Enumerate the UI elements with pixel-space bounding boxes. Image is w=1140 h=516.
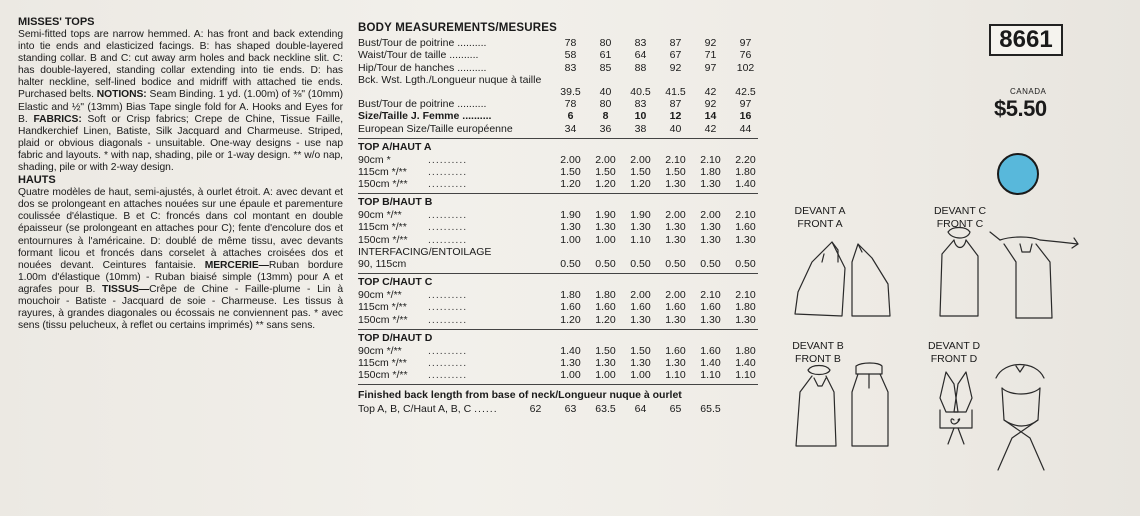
- cell: 39.5: [560, 85, 581, 98]
- tissus-text: Crêpe de Chine - Faille-plume - Lin à mouchoir - Batiste - Jacquard de soie - Charmeuse. Les tissus à rayures, à grandes diagonales ou écossais ne conviennent pas. * avec sens (tissu pelucheux, à reflet ou certains imprimés) ** sans sens.: [18, 283, 344, 332]
- top-c-header: TOP C/HAUT C: [358, 276, 433, 288]
- cell: 87: [669, 98, 682, 111]
- cell: 92: [669, 61, 682, 74]
- divider: [358, 329, 758, 330]
- cell: 1.80: [735, 165, 756, 178]
- measure-row: [358, 49, 763, 61]
- cell: 1.30: [630, 356, 651, 369]
- cell: 2.10: [735, 289, 756, 302]
- cell: 76: [739, 49, 752, 62]
- cell: 1.00: [630, 369, 651, 382]
- yardage-row: 150cm */** .......... 1.00 1.00 1.10 1.30 1.30 1.30: [358, 233, 763, 245]
- cell: 12: [669, 110, 682, 123]
- cell: 0.50: [665, 258, 686, 270]
- cell: 61: [599, 49, 612, 62]
- cell: 67: [669, 49, 682, 62]
- cell: 1.10: [665, 369, 686, 382]
- cell: 1.50: [595, 344, 616, 357]
- cell: 2.10: [735, 209, 756, 222]
- cell: 1.10: [700, 369, 721, 382]
- cell: 1.50: [630, 165, 651, 178]
- cell: 65: [669, 403, 682, 416]
- cell: 1.30: [630, 221, 651, 234]
- finished-row: Top A, B, C/Haut A, B, C ...... 62 63 63.5 64 65 65.5: [358, 401, 763, 415]
- cell: 63: [564, 403, 577, 416]
- caption-front-d: DEVANT D FRONT D: [927, 340, 981, 365]
- notions-text: Seam Binding. 1 yd. (1.00m) of ⅜" (10mm) Elastic and ½" (13mm) Bias Tape single fold for A. Hooks and Eyes for B.: [18, 89, 343, 125]
- cell: 65.5: [700, 403, 721, 416]
- top-d-illustration: [940, 365, 1044, 471]
- finished-length-note: Finished back length from base of neck/Longueur nuque à ourlet: [358, 389, 682, 402]
- yardage-row: 115cm */** .......... 1.60 1.60 1.60 1.60 1.60 1.80: [358, 301, 763, 313]
- yardage-row: 90cm * .......... 2.00 2.00 2.00 2.10 2.10 2.20: [358, 154, 763, 166]
- cell: 92: [704, 98, 717, 111]
- cell: 1.30: [665, 233, 686, 246]
- cell: 1.30: [665, 313, 686, 326]
- cell: 1.20: [560, 313, 581, 326]
- cell: 1.30: [735, 233, 756, 246]
- cell: 1.50: [665, 165, 686, 178]
- cell: 1.50: [595, 165, 616, 178]
- divider: [358, 193, 758, 194]
- cell: 1.60: [630, 301, 651, 314]
- cell: 92: [704, 37, 717, 50]
- country-label: CANADA: [1010, 87, 1047, 96]
- measure-values: [553, 62, 763, 74]
- top-d-header: TOP D/HAUT D: [358, 331, 433, 344]
- cell: 0.50: [700, 258, 721, 270]
- cell: 80: [599, 98, 612, 111]
- cell: 1.80: [735, 301, 756, 314]
- cell: 2.00: [630, 153, 651, 166]
- fabrics-text: Soft or Crisp fabrics; Crepe de Chine, Tissue Faille, Handkerchief Linen, Batiste, Silk Jacquard and Charmeuse. Striped, plaid or obvious diagonals - unsuitable. One-way designs - use nap fabric and layouts. * with nap, shading, pile or 1-way design. ** w/o nap, shading, pile or with 2-way design.: [18, 113, 344, 174]
- yardage-row: 115cm */** .......... 1.50 1.50 1.50 1.50 1.80 1.80: [358, 166, 763, 178]
- cell: 40: [669, 122, 682, 135]
- cell: 64: [634, 49, 647, 62]
- measure-values: [553, 123, 763, 135]
- cell: 2.00: [595, 153, 616, 166]
- yardage-row: 90, 115cm 0.50 0.50 0.50 0.50 0.50 0.50: [358, 258, 763, 270]
- cell: 1.60: [665, 301, 686, 314]
- cell: 1.30: [700, 313, 721, 326]
- body-en: Semi-fitted tops are narrow hemmed. A: has front and back extending into tie ends and elasticized facings. B: has shaped double-layered standing collar. B and C: cut away arm holes and back neckline slit. C: has double-layered, standing collar extending into tie ends. D: has halter neckline, self-lined bodice and midriff with attached tie ends. Purchased belts.: [18, 29, 343, 101]
- cell: 34: [564, 122, 577, 135]
- cell: 1.30: [595, 356, 616, 369]
- cell: 6: [567, 110, 574, 123]
- cell: 16: [739, 110, 752, 123]
- divider: [358, 273, 758, 274]
- cell: 44: [739, 122, 752, 135]
- cell: 38: [634, 122, 647, 135]
- interfacing-header: INTERFACING/ENTOILAGE: [358, 245, 492, 258]
- cell: 2.20: [735, 153, 756, 166]
- cell: 0.50: [560, 258, 581, 270]
- measure-row: [358, 122, 763, 134]
- cell: 1.20: [595, 178, 616, 191]
- cell: 1.80: [560, 289, 581, 302]
- cell: 1.60: [665, 344, 686, 357]
- cell: 1.40: [735, 178, 756, 191]
- pattern-number: 8661: [989, 24, 1063, 56]
- cell: 58: [564, 49, 577, 62]
- caption-front-a: DEVANT A FRONT A: [794, 205, 846, 230]
- top-b-illustration: [796, 363, 888, 446]
- measure-values: [553, 37, 763, 49]
- cell: 97: [739, 37, 752, 50]
- cell: 1.80: [735, 344, 756, 357]
- cell: 1.80: [700, 165, 721, 178]
- cell: 8: [602, 110, 609, 123]
- cell: 1.60: [595, 301, 616, 314]
- measure-values: [553, 86, 763, 98]
- cell: 42.5: [735, 85, 756, 98]
- yardage-row: 115cm */** .......... 1.30 1.30 1.30 1.30 1.30 1.60: [358, 221, 763, 233]
- description-en: [18, 29, 343, 174]
- cell: 1.60: [700, 301, 721, 314]
- cell: 2.00: [630, 289, 651, 302]
- measure-row: [358, 86, 763, 98]
- yardage-row: 150cm */** .......... 1.20 1.20 1.30 1.30 1.30 1.30: [358, 313, 763, 325]
- cell: 1.30: [700, 221, 721, 234]
- measure-values: [553, 98, 763, 110]
- yardage-row: 150cm */** .......... 1.20 1.20 1.20 1.30 1.30 1.40: [358, 178, 763, 190]
- measure-row: [358, 61, 763, 73]
- cell: 0.50: [630, 258, 651, 270]
- yardage-row: 115cm */** .......... 1.30 1.30 1.30 1.30 1.40 1.40: [358, 357, 763, 369]
- top-b-header: TOP B/HAUT B: [358, 196, 433, 209]
- cell: 1.90: [630, 209, 651, 222]
- description-column: [18, 16, 343, 332]
- cell: 97: [739, 98, 752, 111]
- cell: 1.60: [700, 344, 721, 357]
- yardage-row: 150cm */** .......... 1.00 1.00 1.00 1.10 1.10 1.10: [358, 369, 763, 381]
- cell: 1.10: [735, 369, 756, 382]
- cell: 1.90: [595, 209, 616, 222]
- cell: 1.30: [560, 356, 581, 369]
- measure-row: [358, 37, 763, 49]
- cell: 2.00: [665, 209, 686, 222]
- measurement-column: [358, 22, 763, 415]
- body-fr: Quatre modèles de haut, semi-ajustés, à ourlet étroit. A: avec devant et dos se prolongeant en attaches nouées sur une épaule et parementure coulissée d'élastique. B et C: froncés dans col montant en double épaisseur (se prolongeant en attaches pour C); fente d'encolure dos et entournures à l'américaine. D: doublé de même tissu, avec devants formant licou et froncés dans corselet à attaches croisées dos et nouées devant. Ceintures fantaisie.: [18, 187, 343, 271]
- cell: 88: [634, 61, 647, 74]
- top-c-illustration: [940, 228, 1078, 319]
- cell: 102: [736, 61, 755, 74]
- measure-label: European Size/Taille européenne: [358, 122, 513, 135]
- cell: 14: [704, 110, 717, 123]
- divider: [358, 138, 758, 139]
- cell: 42: [704, 85, 717, 98]
- cell: 40: [599, 85, 612, 98]
- size-row: [358, 110, 763, 122]
- cell: 1.20: [560, 178, 581, 191]
- cell: 0.50: [595, 258, 616, 270]
- measure-values: [553, 110, 763, 122]
- measurements-title: BODY MEASUREMENTS/MESURES: [358, 22, 558, 34]
- cell: 1.10: [630, 233, 651, 246]
- top-a-illustration: [795, 242, 890, 316]
- cell: 83: [634, 37, 647, 50]
- cell: 1.40: [560, 344, 581, 357]
- cell: 1.00: [560, 369, 581, 382]
- measure-label: Bust/Tour de poitrine ..........: [358, 98, 487, 111]
- title-fr: HAUTS: [18, 174, 56, 187]
- cell: 1.50: [630, 344, 651, 357]
- cell: 1.30: [630, 313, 651, 326]
- cell: 71: [704, 49, 717, 62]
- cell: 1.00: [560, 233, 581, 246]
- cell: 1.30: [735, 313, 756, 326]
- description-fr: [18, 187, 343, 332]
- measure-label: Waist/Tour de taille ..........: [358, 49, 479, 62]
- cell: 85: [599, 61, 612, 74]
- cell: 36: [599, 122, 612, 135]
- measure-label: Size/Taille J. Femme ..........: [358, 110, 492, 123]
- cell: 1.80: [595, 289, 616, 302]
- cell: 10: [634, 110, 647, 123]
- caption-front-b: DEVANT B FRONT B: [792, 340, 844, 365]
- cell: 97: [704, 61, 717, 74]
- cell: 1.60: [735, 221, 756, 234]
- cell: 2.00: [700, 209, 721, 222]
- cell: 1.30: [700, 233, 721, 246]
- cell: 80: [599, 37, 612, 50]
- cell: 1.30: [700, 178, 721, 191]
- caption-front-c: DEVANT C FRONT C: [933, 205, 987, 230]
- measure-values: [553, 49, 763, 61]
- cell: 1.00: [595, 369, 616, 382]
- cell: 1.30: [595, 221, 616, 234]
- cell: 1.30: [665, 221, 686, 234]
- divider: [358, 384, 758, 385]
- top-a-header: TOP A/HAUT A: [358, 140, 432, 153]
- cell: 2.10: [700, 289, 721, 302]
- yardage-row: 90cm */** .......... 1.90 1.90 1.90 2.00 2.00 2.10: [358, 209, 763, 221]
- cell: 1.20: [595, 313, 616, 326]
- cell: 2.10: [700, 153, 721, 166]
- cell: 78: [564, 37, 577, 50]
- measure-row: [358, 98, 763, 110]
- cell: 64: [634, 403, 647, 416]
- cell: 87: [669, 37, 682, 50]
- cell: 0.50: [735, 258, 756, 270]
- cell: 1.40: [735, 356, 756, 369]
- yardage-row: 90cm */** .......... 1.40 1.50 1.50 1.60 1.60 1.80: [358, 345, 763, 357]
- cell: 1.00: [595, 233, 616, 246]
- back-length-label: Bck. Wst. Lgth./Longueur nuque à taille: [358, 73, 542, 86]
- measure-label: Hip/Tour de hanches ..........: [358, 61, 487, 74]
- cell: 78: [564, 98, 577, 111]
- cell: 1.30: [665, 356, 686, 369]
- cell: 2.00: [560, 153, 581, 166]
- color-dot-icon: [997, 153, 1039, 195]
- mercerie-label: MERCERIE—: [204, 259, 269, 271]
- cell: 1.40: [700, 356, 721, 369]
- cell: 1.20: [630, 178, 651, 191]
- yardage-row: 90cm */** .......... 1.80 1.80 2.00 2.00 2.10 2.10: [358, 289, 763, 301]
- cell: 1.60: [560, 301, 581, 314]
- cell: 42: [704, 122, 717, 135]
- cell: 40.5: [630, 85, 651, 98]
- cell: 1.50: [560, 165, 581, 178]
- cell: 83: [634, 98, 647, 111]
- cell: 1.30: [665, 178, 686, 191]
- cell: 2.00: [665, 289, 686, 302]
- cell: 1.90: [560, 209, 581, 222]
- mercerie-text: Ruban bordure 1.00m d'élastique (10mm) - Ruban biaisé simple (13mm) pour A et agrafes pour B.: [18, 259, 344, 295]
- cell: 63.5: [595, 403, 616, 416]
- cell: 2.10: [665, 153, 686, 166]
- fabrics-label: FABRICS:: [33, 113, 82, 125]
- measure-label: Bust/Tour de poitrine ..........: [358, 37, 487, 50]
- cell: 41.5: [665, 85, 686, 98]
- tissus-label: TISSUS—: [102, 283, 150, 295]
- notions-label: NOTIONS:: [96, 89, 147, 101]
- cell: 62: [529, 403, 542, 416]
- cell: 1.30: [560, 221, 581, 234]
- title-en: MISSES' TOPS: [18, 16, 95, 28]
- cell: 83: [564, 61, 577, 74]
- price: $5.50: [994, 96, 1047, 121]
